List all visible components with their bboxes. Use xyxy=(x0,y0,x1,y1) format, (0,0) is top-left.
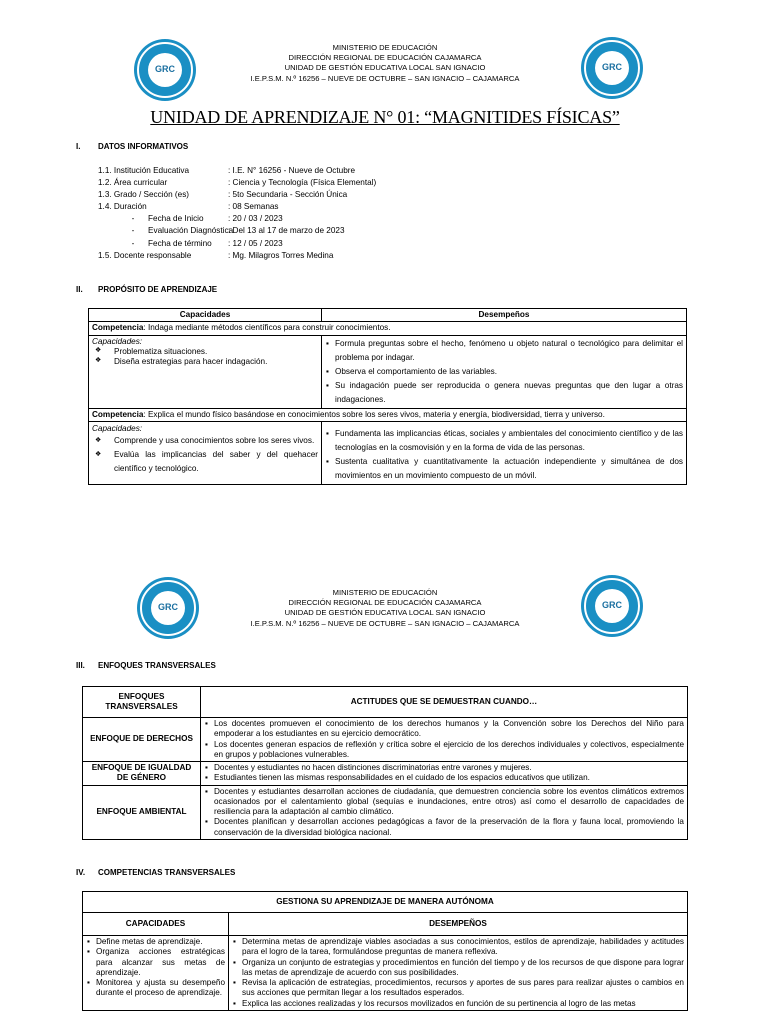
list-item: ▪ Explica las acciones realizadas y los recursos movilizados en función de su pertinencia al logro de las metas xyxy=(232,999,684,1009)
info-row xyxy=(98,177,376,189)
enfoque-name: ENFOQUE DE DERECHOS xyxy=(83,718,201,762)
header-line: I.E.P.S.M. N.º 16256 – NUEVE DE OCTUBRE – SAN IGNACIO – CAJAMARCA xyxy=(250,73,520,83)
list-item: ▪ Sustenta cualitativa y cuantitativamente la actuación independiente y simultánea de dos movimientos en un movimiento compuesto de un móvil. xyxy=(325,455,683,483)
header-line: I.E.P.S.M. N.º 16256 – NUEVE DE OCTUBRE – SAN IGNACIO – CAJAMARCA xyxy=(250,618,520,628)
desempenos-cell xyxy=(322,335,687,408)
info-value: : 08 Semanas xyxy=(228,202,279,212)
info-label: - Evaluación Diagnóstica xyxy=(118,226,234,236)
competencia-text: : Explica el mundo físico basándose en conocimientos sobre los seres vivos, materia y energía, biodiversidad, tierra y universo. xyxy=(143,409,605,419)
list-item: ▪ Estudiantes tienen las mismas responsabilidades en el cuidado de los espacios educativos que utilizan. xyxy=(204,773,684,783)
section-heading xyxy=(76,285,376,297)
institution-header xyxy=(180,588,590,629)
list-item: ▪ Los docentes promueven el conocimiento de los derechos humanos y la Convención sobre los Derechos del Niño para empoderar a los estudiantes en su ejercicio democrático. xyxy=(204,719,684,740)
column-header: Desempeños xyxy=(322,309,687,322)
list-item: ▪ Monitorea y ajusta su desempeño durante el proceso de aprendizaje. xyxy=(86,978,225,999)
capacidades-cell xyxy=(83,936,229,1011)
list-item: ▪ Su indagación puede ser reproducida o genera nuevas preguntas que den lugar a otras indagaciones. xyxy=(325,379,683,407)
section-heading xyxy=(76,142,376,154)
list-item: ▪ Docentes y estudiantes desarrollan acciones de ciudadanía, que demuestren conciencia sobre los eventos climáticos extremos ocasionados por el calentamiento global (sequías e inundaciones, entre otros) así como el desarrollo de capacidades de resiliencia para la adaptación al cambio climático. xyxy=(204,787,684,818)
section-title: COMPETENCIAS TRANSVERSALES xyxy=(98,868,236,877)
info-label: - Fecha de Inicio xyxy=(118,214,204,224)
column-header: CAPACIDADES xyxy=(83,913,229,936)
logo-text: GRC xyxy=(148,53,182,87)
header-line: MINISTERIO DE EDUCACIÓN xyxy=(332,588,438,597)
actitudes-cell xyxy=(201,718,688,762)
header-line: DIRECCIÓN REGIONAL DE EDUCACIÓN CAJAMARCA xyxy=(288,598,482,608)
section-title: DATOS INFORMATIVOS xyxy=(98,142,189,151)
enfoque-name: ENFOQUE DE IGUALDAD DE GÉNERO xyxy=(83,762,201,786)
list-item: ▪ Organiza acciones estratégicas para alcanzar sus metas de aprendizaje. xyxy=(86,947,225,978)
column-header: DESEMPEÑOS xyxy=(229,913,688,936)
section-heading xyxy=(76,868,376,880)
info-label: 1.2. Área curricular xyxy=(98,178,168,188)
list-item: ▪ Revisa la aplicación de estrategias, procedimientos, recursos y aportes de sus pares para realizar ajustes o cambios en sus acciones que permitan llegar a los resultados esperados. xyxy=(232,978,684,999)
desempenos-cell xyxy=(322,421,687,484)
info-value: : Mg. Milagros Torres Medina xyxy=(228,250,334,260)
list-item: ❖ Problematiza situaciones. xyxy=(92,347,318,357)
logo-right xyxy=(581,575,643,637)
info-label: 1.1. Institución Educativa xyxy=(98,166,190,175)
list-item: ❖ Comprende y usa conocimientos sobre los seres vivos. xyxy=(92,434,318,448)
section-number: IV. xyxy=(76,868,86,877)
proposito-table xyxy=(88,308,687,485)
header-line: MINISTERIO DE EDUCACIÓN xyxy=(332,43,438,52)
info-row xyxy=(98,250,376,262)
section-number: III. xyxy=(76,661,85,670)
enfoque-name: ENFOQUE AMBIENTAL xyxy=(83,785,201,839)
desempenos-cell xyxy=(229,936,688,1011)
institution-header xyxy=(180,43,590,84)
info-row xyxy=(98,225,376,237)
competencia-header: GESTIONA SU APRENDIZAJE DE MANERA AUTÓNOMA xyxy=(83,892,688,913)
competencia-row xyxy=(89,322,687,335)
column-header: Capacidades xyxy=(89,309,322,322)
info-value: : Ciencia y Tecnología (Física Elemental) xyxy=(228,178,377,188)
list-item: ▪ Determina metas de aprendizaje viables asociadas a sus conocimientos, estilos de aprendizaje, habilidades y actitudes para el logro de la tarea, formulándose preguntas de manera reflexiva. xyxy=(232,937,684,958)
section-title: PROPÓSITO DE APRENDIZAJE xyxy=(98,285,218,294)
info-row xyxy=(98,165,376,177)
info-label: 1.4. Duración xyxy=(98,202,147,212)
section-title: ENFOQUES TRANSVERSALES xyxy=(98,661,216,670)
info-row xyxy=(98,189,376,201)
logo-right xyxy=(581,37,643,99)
capacidades-label: Capacidades: xyxy=(92,423,143,433)
list-item: ❖ Evalúa las implicancias del saber y del quehacer científico y tecnológico. xyxy=(92,448,318,476)
header-line: UNIDAD DE GESTIÓN EDUCATIVA LOCAL SAN IGNACIO xyxy=(284,608,486,618)
info-label: 1.5. Docente responsable xyxy=(98,250,192,260)
list-item: ▪ Los docentes generan espacios de reflexión y crítica sobre el ejercicio de los derechos individuales y colectivos, especialmente en grupos y poblaciones vulnerables. xyxy=(204,740,684,761)
competencias-table xyxy=(82,891,688,1011)
info-list xyxy=(98,165,376,262)
column-header: ENFOQUES TRANSVERSALES xyxy=(83,687,201,718)
section-heading xyxy=(76,661,376,673)
enfoques-table xyxy=(82,686,688,840)
page-title: UNIDAD DE APRENDIZAJE N° 01: “MAGNITIDES FÍSICAS” xyxy=(150,107,620,127)
capacidades-cell xyxy=(89,335,322,408)
info-value: : 12 / 05 / 2023 xyxy=(228,238,283,248)
list-item: ▪ Observa el comportamiento de las variables. xyxy=(325,365,683,379)
header-line: DIRECCIÓN REGIONAL DE EDUCACIÓN CAJAMARCA xyxy=(288,53,482,63)
info-row xyxy=(98,201,376,213)
logo-text: GRC xyxy=(595,51,629,85)
info-value: : Del 13 al 17 de marzo de 2023 xyxy=(228,226,345,236)
logo-text: GRC xyxy=(595,589,629,623)
list-item: ▪ Organiza un conjunto de estrategias y procedimientos en función del tiempo y de los recursos de que dispone para lograr las metas de aprendizaje de acuerdo con sus posibilidades. xyxy=(232,958,684,979)
info-label: 1.3. Grado / Sección (es) xyxy=(98,190,190,200)
info-row xyxy=(98,238,376,250)
list-item: ▪ Formula preguntas sobre el hecho, fenómeno u objeto natural o tecnológico para delimitar el problema por indagar. xyxy=(325,337,683,365)
list-item: ▪ Fundamenta las implicancias éticas, sociales y ambientales del conocimiento científico y de las tecnologías en la cosmovisión y en la forma de vida de las personas. xyxy=(325,427,683,455)
competencia-text: : Indaga mediante métodos científicos para construir conocimientos. xyxy=(143,323,391,333)
list-item: ❖ Diseña estrategias para hacer indagación. xyxy=(92,357,318,367)
section-number: I. xyxy=(76,142,81,151)
capacidades-label: Capacidades: xyxy=(92,336,143,346)
competencia-row xyxy=(89,408,687,421)
logo-text: GRC xyxy=(151,591,185,625)
column-header: ACTITUDES QUE SE DEMUESTRAN CUANDO… xyxy=(201,687,688,718)
info-value: : I.E. N° 16256 - Nueve de Octubre xyxy=(228,166,356,175)
competencia-label: Competencia xyxy=(92,323,144,333)
info-label: - Fecha de término xyxy=(118,238,212,248)
list-item: ▪ Docentes y estudiantes no hacen distinciones discriminatorias entre varones y mujeres. xyxy=(204,763,684,773)
actitudes-cell xyxy=(201,785,688,839)
section-number: II. xyxy=(76,285,83,294)
actitudes-cell xyxy=(201,762,688,786)
capacidades-cell xyxy=(89,421,322,484)
info-value: : 5to Secundaria - Sección Única xyxy=(228,190,348,200)
info-row xyxy=(98,213,376,225)
list-item: ▪ Docentes planifican y desarrollan acciones pedagógicas a favor de la preservación de la flora y fauna local, promoviendo la conservación de la diversidad biológica nacional. xyxy=(204,817,684,838)
competencia-label: Competencia xyxy=(92,409,144,419)
info-value: : 20 / 03 / 2023 xyxy=(228,214,283,224)
header-line: UNIDAD DE GESTIÓN EDUCATIVA LOCAL SAN IGNACIO xyxy=(284,63,486,73)
list-item: ▪ Define metas de aprendizaje. xyxy=(86,937,225,947)
